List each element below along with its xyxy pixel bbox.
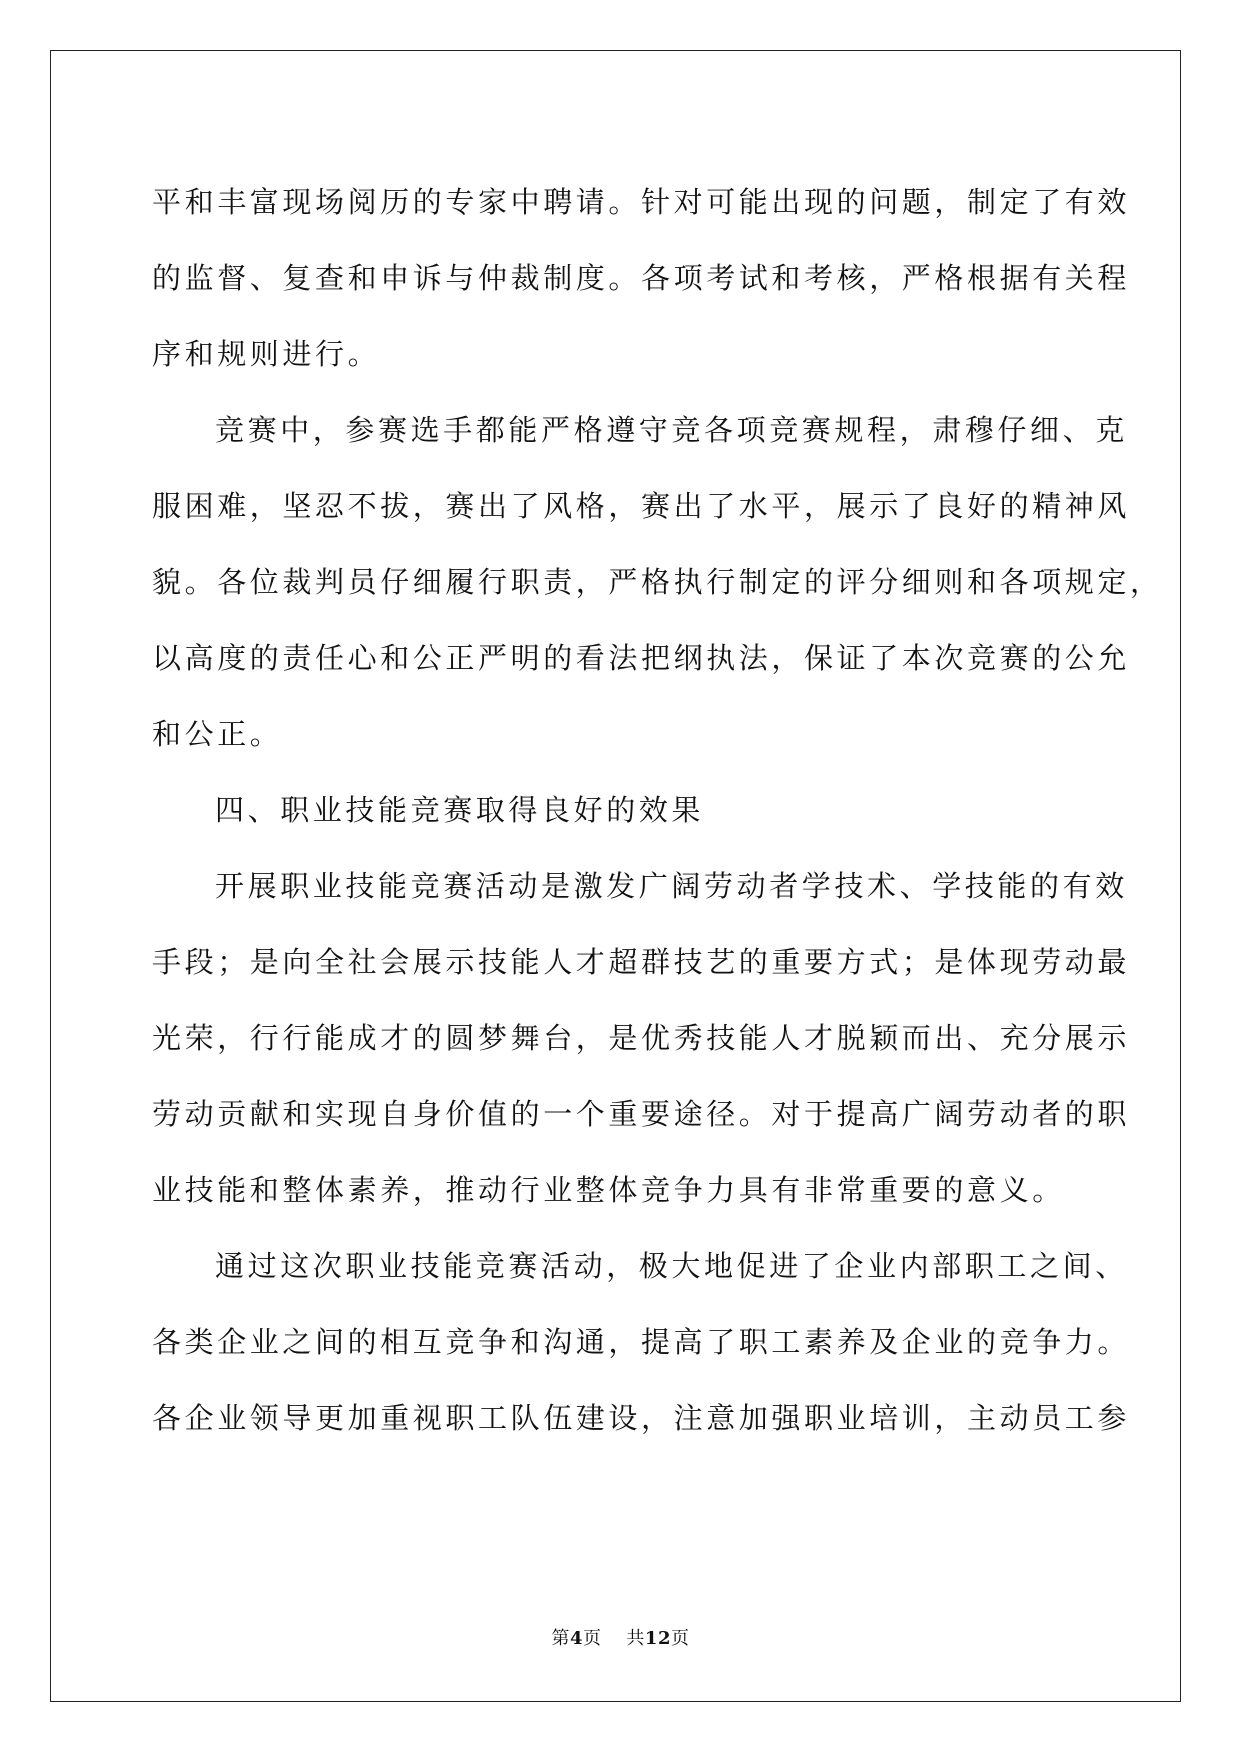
paragraph: [152, 848, 1131, 1228]
text-line: 和公正。: [152, 717, 283, 751]
text-line: 手段；是向全社会展示技能人才超群技艺的重要方式；是体现劳动最: [152, 945, 1131, 979]
heading-text: 四、职业技能竞赛取得良好的效果: [215, 793, 705, 827]
paragraph: [152, 392, 1163, 772]
page-suffix: 页: [583, 1628, 602, 1649]
text-line: 竞赛中，参赛选手都能严格遵守竞各项竞赛规程，肃穆仔细、克: [215, 413, 1128, 447]
text-line: 通过这次职业技能竞赛活动，极大地促进了企业内部职工之间、: [215, 1249, 1128, 1283]
section-heading: [152, 772, 1087, 848]
current-page-number: 4: [570, 1628, 584, 1649]
text-line: 服困难，坚忍不拔，赛出了风格，赛出了水平，展示了良好的精神风: [152, 489, 1131, 523]
text-line: 的监督、复查和申诉与仲裁制度。各项考试和考核，严格根据有关程: [152, 261, 1131, 295]
text-line: 各类企业之间的相互竞争和沟通，提高了职工素养及企业的竞争力。: [152, 1325, 1131, 1359]
total-prefix: 共: [626, 1628, 645, 1649]
text-line: 劳动贡献和实现自身价值的一个重要途径。对于提高广阔劳动者的职: [152, 1097, 1131, 1131]
text-line: 各企业领导更加重视职工队伍建设，注意加强职业培训，主动员工参: [152, 1401, 1131, 1435]
text-line: 貌。各位裁判员仔细履行职责，严格执行制定的评分细则和各项规定，: [152, 565, 1163, 599]
page-footer: [0, 1624, 1241, 1650]
total-page-count: 12: [644, 1628, 671, 1649]
paragraph: [152, 164, 1131, 392]
text-line: 开展职业技能竞赛活动是激发广阔劳动者学技术、学技能的有效: [215, 869, 1128, 903]
text-line: 平和丰富现场阅历的专家中聘请。针对可能出现的问题，制定了有效: [152, 185, 1131, 219]
text-line: 光荣，行行能成才的圆梦舞台，是优秀技能人才脱颖而出、充分展示: [152, 1021, 1131, 1055]
text-line: 业技能和整体素养，推动行业整体竞争力具有非常重要的意义。: [152, 1173, 1065, 1207]
page-prefix: 第: [551, 1628, 570, 1649]
paragraph: [152, 1228, 1131, 1456]
document-body: [152, 164, 1163, 1456]
text-line: 以高度的责任心和公正严明的看法把纲执法，保证了本次竞赛的公允: [152, 641, 1131, 675]
total-suffix: 页: [670, 1628, 690, 1649]
text-line: 序和规则进行。: [152, 337, 381, 371]
